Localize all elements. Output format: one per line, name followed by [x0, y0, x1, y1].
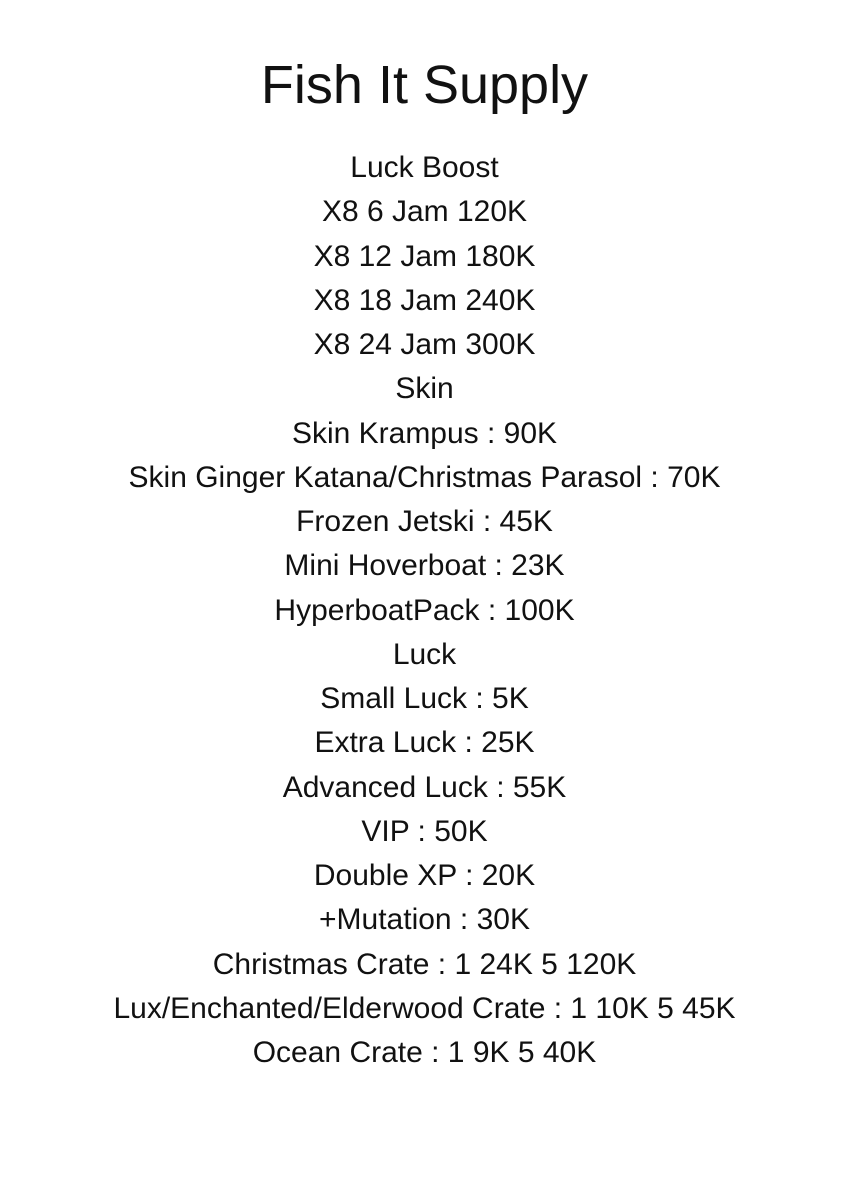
- list-item: Frozen Jetski : 45K: [296, 505, 553, 538]
- list-item: X8 6 Jam 120K: [321, 195, 528, 229]
- list-item: Mini Hoverboat : 23K: [284, 549, 565, 583]
- list-item: Small Luck : 5K: [320, 682, 529, 715]
- list-item: X8 12 Jam 180K: [313, 239, 536, 273]
- list-item: Lux/Enchanted/Elderwood Crate : 1 10K 5 45K: [113, 991, 736, 1025]
- section-heading-luck: Luck: [392, 637, 457, 671]
- list-item: Skin Krampus : 90K: [291, 416, 558, 450]
- list-item: +Mutation : 30K: [319, 903, 530, 937]
- list-item: X8 18 Jam 240K: [313, 283, 536, 317]
- section-heading-luck-boost: Luck Boost: [350, 151, 499, 184]
- list-item: X8 24 Jam 300K: [313, 328, 536, 361]
- list-item: Skin Ginger Katana/Christmas Parasol : 70K: [128, 460, 721, 494]
- list-item: Extra Luck : 25K: [314, 726, 535, 760]
- list-item: Christmas Crate : 1 24K 5 120K: [212, 947, 637, 981]
- list-item: Double XP : 20K: [313, 859, 536, 892]
- list-item: HyperboatPack : 100K: [274, 593, 575, 627]
- section-heading-skin: Skin: [395, 372, 454, 406]
- list-item: Ocean Crate : 1 9K 5 40K: [252, 1036, 597, 1069]
- price-list: [0, 146, 849, 1075]
- list-item: VIP : 50K: [361, 814, 488, 848]
- page-title: Fish It Supply: [260, 55, 589, 115]
- list-item: Advanced Luck : 55K: [282, 770, 567, 804]
